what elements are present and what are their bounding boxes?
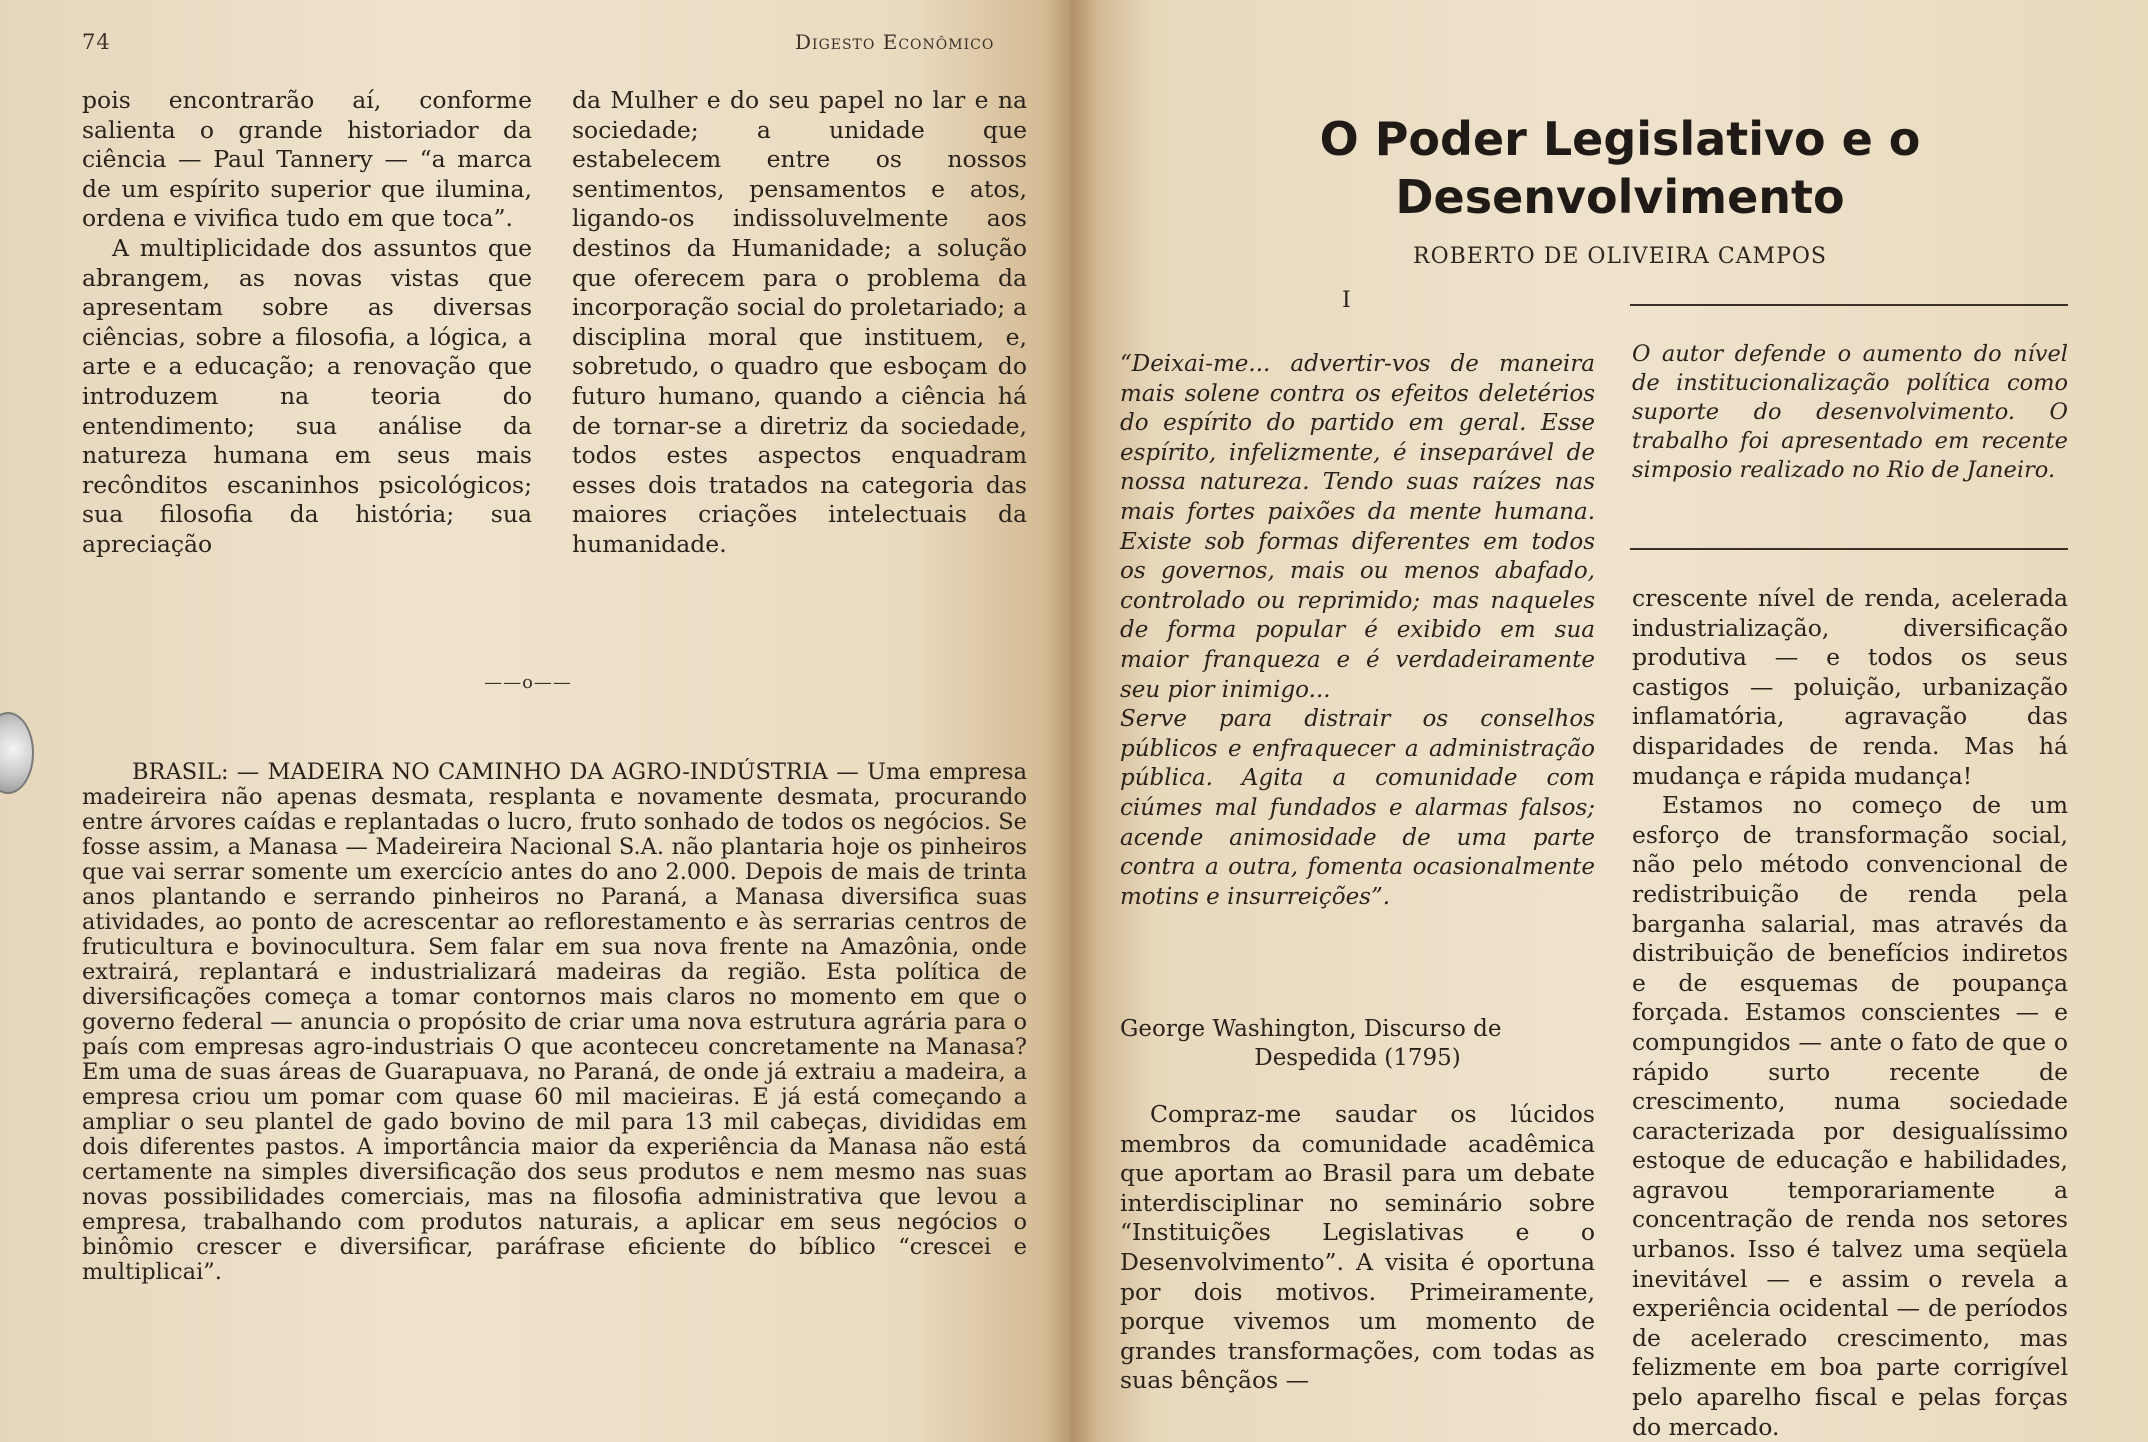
paragraph: Estamos no começo de um esforço de transformação social, não pelo método convencional de redistribuição de renda pela barganha salarial, mas através da distribuição de benefícios indiretos e de esquemas de poupança forçada. Estamos conscientes — e compungidos — ante o fato de que o rápido surto recente de crescimento, numa sociedade caracterizada por desigualíssimo estoque de educação e habilidades, agravou temporariamente a concentração de renda nos setores urbanos. Isso é talvez uma seqüela inevitável — e assim o revela a experiência ocidental — de períodos de acelerado crescimento, mas felizmente em boa parte corrigível pelo aparelho fiscal e pelas forças do mercado. (1632, 791, 2068, 1441)
article-author: ROBERTO DE OLIVEIRA CAMPOS (1413, 244, 1827, 269)
paragraph: pois encontrarão aí, conforme salienta o grande historiador da ciência — Paul Tannery — “a marca de um espírito superior que ilumina, ordena e vivifica tudo em que toca”. (82, 86, 532, 233)
paragraph: crescente nível de renda, acelerada industrialização, diversificação produtiva — e todos os seus castigos — poluição, urbanização inflamatória, agravação das disparidades de renda. Mas há mudança e rápida mudança! (1632, 584, 2068, 790)
epigraph-paragraph: “Deixai-me... advertir-vos de maneira mais solene contra os efeitos deletérios do espírito do partido em geral. Esse espírito, infelizmente, é inseparável de nossa natureza. Tendo suas raízes nas mais fortes paixões da mente humana. Existe sob formas diferentes em todos os governos, mais ou menos abafado, controlado ou reprimido; mas naqueles de forma popular é exibido em sua maior franqueza e é verdadeiramente seu pior inimigo... (1120, 351, 1595, 703)
attribution-line: George Washington, Discurso de (1120, 1016, 1502, 1042)
paragraph: A multiplicidade dos assuntos que abrangem, as novas vistas que apresentam sobre as diversas ciências, sobre a filosofia, a lógica, a arte e a educação; a renovação que introduzem na teoria do entendimento; sua análise da natureza humana em seus mais recônditos escaninhos psicológicos; sua filosofia da história; sua apreciação (82, 233, 532, 558)
right-column-2 (1632, 584, 2068, 1442)
left-column-2 (572, 86, 1027, 560)
section-number: I (1342, 288, 1351, 313)
brasil-text: Uma empresa madeireira não apenas desmata, resplanta e novamente desmata, procurando entre árvores caídas e replantadas o lucro, fruto sonhado de todos os negócios. Se fosse assim, a Manasa — Madeireira Nacional S.A. não plantaria hoje os pinheiros que vai serrar somente um exercício antes do ano 2.000. Depois de mais de trinta anos plantando e serrando pinheiros no Paraná, a Manasa diversifica suas atividades, ao ponto de acrescentar ao reflorestamento e às serrarias centros de fruticultura e bovinocultura. Sem falar em sua nova frente na Amazônia, onde extrairá, replantará e industrializará madeiras da região. Esta política de diversificações começa a tomar contornos mais claros no momento em que o governo federal — anuncia o propósito de criar uma nova estrutura agrária para o país com empresas agro-industriais O que aconteceu concretamente na Manasa? Em uma de suas áreas de Guarapuava, no Paraná, de onde já extraiu a madeira, a empresa criou um pomar com quase 60 mil macieiras. E já está começando a ampliar o seu plantel de gado bovino de mil para 13 mil cabeças, divididas em dois diferentes pastos. A importância maior da experiência da Manasa não está certamente na simples diversificação dos seus produtos e nem mesmo nas suas novas possibilidades comerciais, mas na filosofia administrativa que levou a empresa, trabalhando com produtos naturais, a aplicar em seus negócios o binômio crescer e diversificar, paráfrase eficiente do bíblico “crescei e multiplicai”. (82, 759, 1028, 1285)
article-title: O Poder Legislativo e o Desenvolvimento (1319, 112, 1921, 224)
running-title: Digesto Econômico (795, 30, 995, 54)
abstract-rule-top (1630, 304, 2068, 306)
epigraph (1120, 350, 1595, 912)
paragraph: Compraz-me saudar os lúcidos membros da comunidade acadêmica que aportam ao Brasil para um debate interdisciplinar no seminário sobre “Instituições Legislativas e o Desenvolvimento”. A visita é oportuna por dois motivos. Primeiramente, porque vivemos um momento de grandes transformações, com todas as suas bênçãos — (1120, 1100, 1595, 1395)
epigraph-attribution (1120, 1015, 1595, 1073)
paragraph: da Mulher e do seu papel no lar e na sociedade; a unidade que estabelecem entre os nossos sentimentos, pensamentos e atos, ligando-os indissoluvelmente aos destinos da Humanidade; a solução que oferecem para o problema da incorporação social do proletariado; a disciplina moral que instituem, e, sobretudo, o quadro que esboçam do futuro humano, quando a ciência há de tornar-se a diretriz da sociedade, todos estes aspectos enquadram esses dois tratados na categoria das maiores criações intelectuais da humanidade. (572, 86, 1027, 558)
page-number: 74 (82, 30, 111, 54)
book-gutter (1045, 0, 1100, 1442)
brasil-article (82, 760, 1027, 1285)
article-abstract: O autor defende o aumento do nível de institucionalização política como suporte do desenvolvimento. O trabalho foi apresentado em recente simposio realizado no Rio de Janeiro. (1632, 341, 2068, 483)
right-column-1 (1120, 1100, 1595, 1396)
attribution-line: Despedida (1795) (1254, 1045, 1461, 1071)
abstract-rule-bottom (1630, 548, 2068, 550)
epigraph-paragraph: Serve para distrair os conselhos públicos e enfraquecer a administração pública. Agita a comunidade com ciúmes mal fundados e alarmas falsos; acende animosidade de uma parte contra a outra, fomenta ocasionalmente motins e insurreições”. (1120, 706, 1595, 910)
left-column-1 (82, 86, 532, 560)
section-separator: ——o—— (484, 672, 572, 693)
brasil-heading: BRASIL: — MADEIRA NO CAMINHO DA AGRO-INDÚSTRIA — (132, 759, 859, 785)
